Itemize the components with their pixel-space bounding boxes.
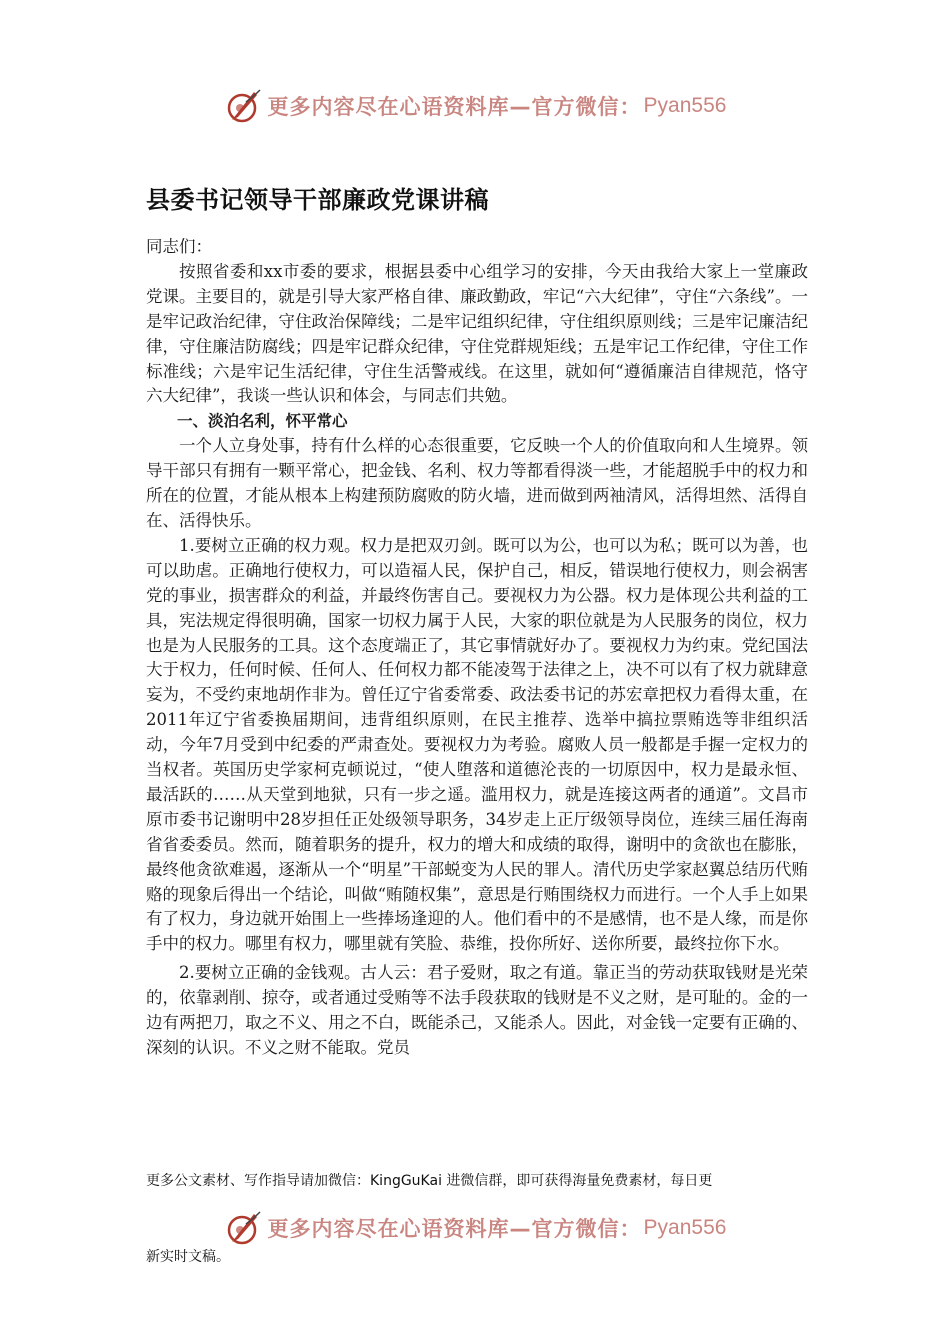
banner-wechat-id: Pyan556 [643, 1216, 727, 1239]
quill-logo-icon [224, 1208, 264, 1248]
footer-banner [0, 1206, 950, 1250]
footer-note: 更多公文素材、写作指导请加微信：KingGuKai 进微信群，即可获得海量免费素材，每日更 [146, 1173, 713, 1189]
section-intro-paragraph: 一个人立身处事，持有什么样的心态很重要，它反映一个人的价值取向和人生境界。领导干部只有拥有一颗平常心，把金钱、名利、权力等都看得淡一些，才能超脱手中的权力和所在的位置，才能从根本上构建预防腐败的防火墙，进而做到两袖清风，活得坦然、活得自在、活得快乐。 [146, 436, 808, 530]
document-title: 县委书记领导干部廉政党课讲稿 [146, 186, 489, 214]
header-banner [0, 84, 950, 128]
document-body [146, 235, 808, 1061]
footer-note-continued: 新实时文稿。 [146, 1249, 230, 1265]
salutation: 同志们： [146, 237, 212, 256]
quill-logo-icon [224, 86, 264, 126]
point-2-paragraph: 2.要树立正确的金钱观。古人云：君子爱财，取之有道。靠正当的劳动获取钱财是光荣的，依靠剥削、掠夺，或者通过受贿等不法手段获取的钱财是不义之财，是可耻的。金的一边有两把刀，取之不义、用之不白，既能杀己，又能杀人。因此，对金钱一定要有正确的、深刻的认识。不义之财不能取。党员 [146, 963, 808, 1057]
section-heading: 一、淡泊名利，怀平常心 [177, 412, 348, 431]
banner-wechat-id: Pyan556 [643, 94, 727, 117]
banner-text: 更多内容尽在心语资料库—官方微信： [267, 95, 642, 119]
intro-paragraph: 按照省委和xx市委的要求，根据县委中心组学习的安排，今天由我给大家上一堂廉政党课。主要目的，就是引导大家严格自律、廉政勤政，牢记“六大纪律”，守住“六条线”。一是牢记政治纪律，守住政治保障线；二是牢记组织纪律，守住组织原则线；三是牢记廉洁纪律，守住廉洁防腐线；四是牢记群众纪律，守住党群规矩线；五是牢记工作纪律，守住工作标准线；六是牢记生活纪律，守住生活警戒线。在这里，就如何“遵循廉洁自律规范，恪守六大纪律”，我谈一些认识和体会，与同志们共勉。 [146, 261, 808, 406]
point-1-paragraph: 1.要树立正确的权力观。权力是把双刃剑。既可以为公，也可以为私；既可以为善，也可以助虐。正确地行使权力，可以造福人民，保护自己，相反，错误地行使权力，则会祸害党的事业，损害群众的利益，并最终伤害自己。要视权力为公器。权力是体现公共利益的工具，宪法规定得很明确，国家一切权力属于人民，大家的职位就是为人民服务的岗位，权力也是为人民服务的工具。这个态度端正了，其它事情就好办了。要视权力为约束。党纪国法大于权力，任何时候、任何人、任何权力都不能凌驾于法律之上，决不可以有了权力就肆意妄为，不受约束地胡作非为。曾任辽宁省委常委、政法委书记的苏宏章把权力看得太重，在2011年辽宁省委换届期间，违背组织原则，在民主推荐、选举中搞拉票贿选等非组织活动，今年7月受到中纪委的严肃查处。要视权力为考验。腐败人员一般都是手握一定权力的当权者。英国历史学家柯克顿说过，“使人堕落和道德沦丧的一切原因中，权力是最永恒、最活跃的……从天堂到地狱，只有一步之遥。滥用权力，就是连接这两者的通道”。文昌市原市委书记谢明中28岁担任正处级领导职务，34岁走上正厅级领导岗位，连续三届任海南省省委委员。然而，随着职务的提升，权力的增大和成绩的取得，谢明中的贪欲也在膨胀，最终他贪欲难遏，逐渐从一个“明星”干部蜕变为人民的罪人。清代历史学家赵翼总结历代贿赂的现象后得出一个结论，叫做“贿随权集”，意思是行贿围绕权力而进行。一个人手上如果有了权力，身边就开始围上一些捧场逢迎的人。他们看中的不是感情，也不是人缘，而是你手中的权力。哪里有权力，哪里就有笑脸、恭维，投你所好、送你所要，最终拉你下水。 [146, 535, 808, 954]
banner-text: 更多内容尽在心语资料库—官方微信： [267, 1217, 642, 1241]
